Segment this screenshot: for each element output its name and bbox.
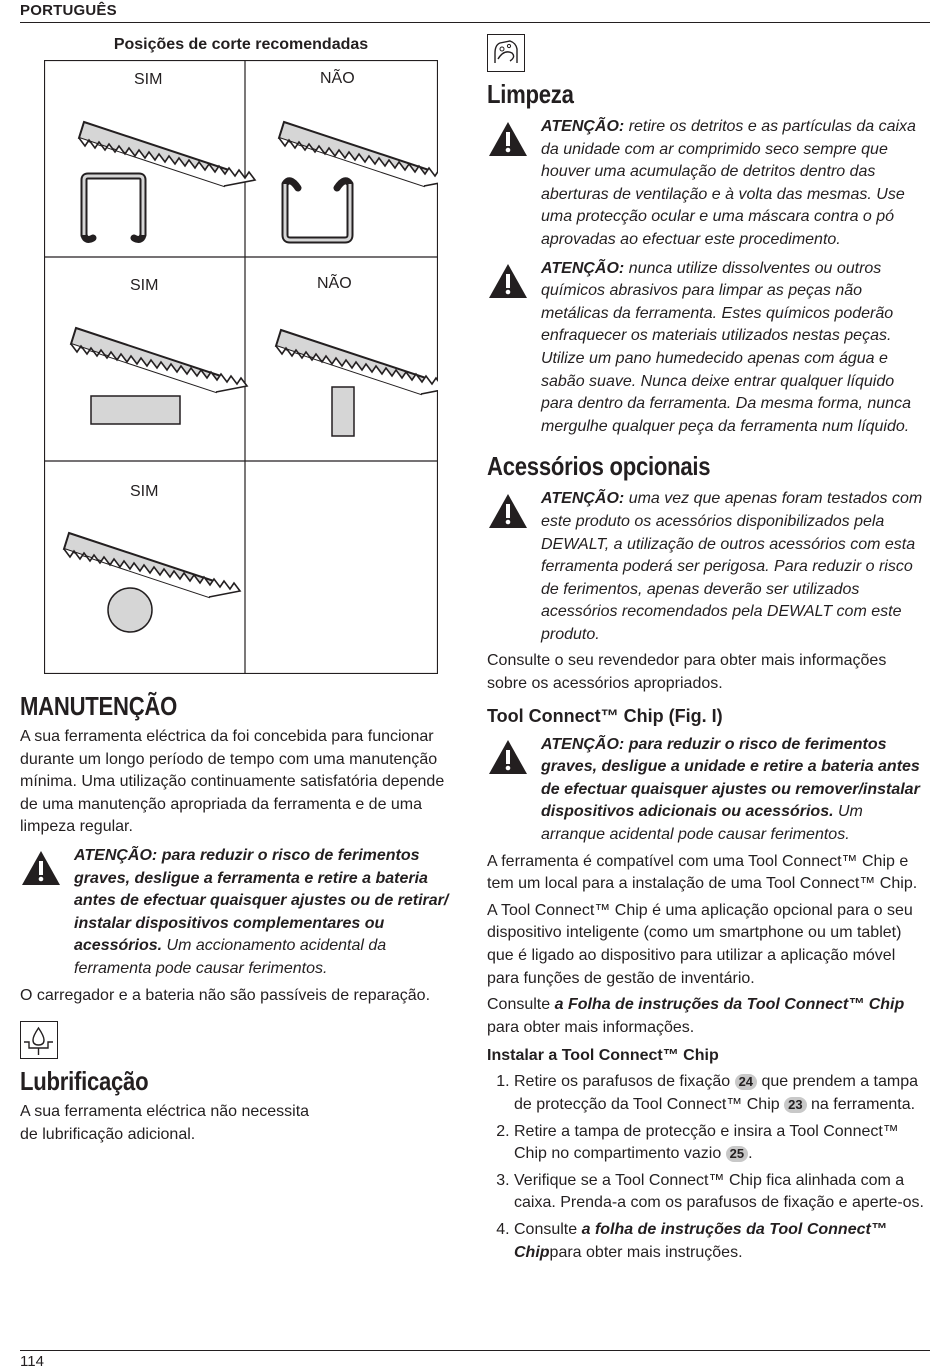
header-language: PORTUGUÊS — [20, 2, 117, 19]
tool-connect-warning — [487, 734, 930, 847]
cleaning-warning-1-bold: ATENÇÃO: — [541, 118, 625, 135]
header-rule — [20, 22, 930, 23]
tool-connect-para-3: Consulte a Folha de instruções da Tool Connect™ Chip para obter mais informações. — [487, 996, 905, 1036]
left-column — [20, 690, 460, 1150]
callout-badge: 25 — [726, 1146, 748, 1162]
list-item: 4. Consulte a folha de instruções da Tool Connect™ Chippara obter mais instruções. — [514, 1219, 930, 1264]
lubrication-icon — [20, 1021, 58, 1059]
callout-badge: 23 — [784, 1097, 806, 1113]
tool-connect-heading: Tool Connect™ Chip (Fig. I) — [487, 705, 723, 726]
install-heading: Instalar a Tool Connect™ Chip — [487, 1047, 719, 1065]
accessories-warning — [487, 488, 930, 646]
warning-icon — [487, 492, 529, 530]
cleaning-warning-1-text: retire os detritos e as partículas da caixa da unidade com ar comprimido seco sempre que houver uma acumulação de detritos dentro das aberturas de ventilação e à volta das mesmas. Use uma protecção ocular e uma máscara contra o pó aprovadas ao efectuar este procedimento. — [541, 118, 916, 248]
maintenance-warning — [20, 845, 460, 981]
list-item: 2. Retire a tampa de protecção e insira a Tool Connect™ Chip no compartimento vazio 25 . — [514, 1121, 930, 1166]
figure-label-no: NÃO — [317, 275, 352, 292]
warning-icon — [487, 262, 529, 300]
cleaning-warning-2 — [487, 258, 930, 439]
accessories-warning-text: uma vez que apenas foram testados com este produto os acessórios disponibilizados pela DEWALT, a utilização de outros acessórios com esta ferramenta poderá ser perigosa. Para reduzir o risco de ferimentos, apenas deverão ser utilizados acessórios recomendados pela DEWALT com este produto. — [541, 490, 923, 643]
list-item: 1. Retire os parafusos de fixação 24 que prendem a tampa de protecção da Tool Connect™ Chip 23 na ferramenta. — [514, 1071, 930, 1116]
figure-title: Posições de corte recomendadas — [113, 36, 369, 53]
cleaning-icon — [487, 34, 525, 72]
figure-label-yes: SIM — [130, 483, 159, 500]
figure-label-yes: SIM — [134, 71, 163, 88]
cleaning-heading: Limpeza — [487, 79, 574, 109]
figure-label-yes: SIM — [130, 277, 159, 294]
warning-icon — [487, 738, 529, 776]
install-steps — [487, 1071, 930, 1264]
list-item: 3. Verifique se a Tool Connect™ Chip fica alinhada com a caixa. Prenda-a com os parafusos de fixação e aperte-os. — [514, 1170, 930, 1215]
maintenance-heading: MANUTENÇÃO — [20, 691, 178, 721]
tool-connect-para-1: A ferramenta é compatível com uma Tool Connect™ Chip e tem um local para a instalação de uma Tool Connect™ Chip. — [487, 852, 918, 893]
page-number: 114 — [20, 1353, 44, 1370]
cleaning-warning-2-text: nunca utilize dissolventes ou outros químicos abrasivos para limpar as peças não metálicas da ferramenta. Estes químicos poderão enfraquecer os materiais utilizados nestas peças. Utilize um pano humedecido apenas com água e sabão suave. Nunca deixe entrar qualquer líquido para dentro da ferramenta. Da mesma forma, nunca mergulhe qualquer peça da ferramenta num líquido. — [541, 259, 911, 435]
figure-label-no: NÃO — [320, 70, 355, 87]
cleaning-warning-2-bold: ATENÇÃO: — [541, 259, 625, 277]
maintenance-warning-text: Um accionamento acidental da ferramenta pode causar ferimentos. — [74, 937, 387, 977]
lubrication-heading: Lubrificação — [20, 1066, 149, 1097]
callout-badge: 24 — [735, 1074, 757, 1090]
cutting-positions-illustration — [44, 60, 438, 674]
tool-connect-warning-bold: ATENÇÃO: para reduzir o risco de ferimentos graves, desligue a unidade e retire a bateria antes de efectuar quaisquer ajustes ou remover/instalar dispositivos adicionais ou acessórios. — [541, 735, 920, 821]
maintenance-note: O carregador e a bateria não são passíveis de reparação. — [20, 986, 431, 1004]
right-column — [487, 32, 930, 1268]
footer-rule — [20, 1350, 930, 1351]
tool-connect-para-2: A Tool Connect™ Chip é uma aplicação opcional para o seu dispositivo inteligente (como um smartphone ou um tablet) que é ligado ao dispositivo para utilizar a aplicação móvel para funções de gestão de inventário. — [487, 901, 913, 987]
accessories-warning-bold: ATENÇÃO: — [541, 490, 625, 508]
cleaning-warning-1 — [487, 116, 930, 252]
maintenance-warning-bold: ATENÇÃO: para reduzir o risco de ferimentos graves, desligue a ferramenta e retire a bateria antes de efectuar quaisquer ajustes ou de retirar/ instalar dispositivos complementares ou acessórios. — [74, 846, 449, 955]
accessories-heading: Acessórios opcionais — [487, 451, 711, 482]
maintenance-intro: A sua ferramenta eléctrica da foi concebida para funcionar durante um longo período de tempo com uma manutenção mínima. Uma utilização continuamente satisfatória depende de uma manutenção apropriada da ferramenta e de uma limpeza regular. — [20, 728, 445, 836]
cutting-positions-figure — [44, 60, 438, 674]
warning-icon — [487, 120, 529, 158]
accessories-text: Consulte o seu revendedor para obter mais informações sobre os acessórios apropriados. — [487, 652, 887, 693]
warning-icon — [20, 849, 62, 887]
tool-connect-warning-text: Um arranque acidental pode causar ferimentos. — [541, 803, 863, 844]
lubrication-text: A sua ferramenta eléctrica não necessita de lubrificação adicional. — [20, 1103, 310, 1143]
